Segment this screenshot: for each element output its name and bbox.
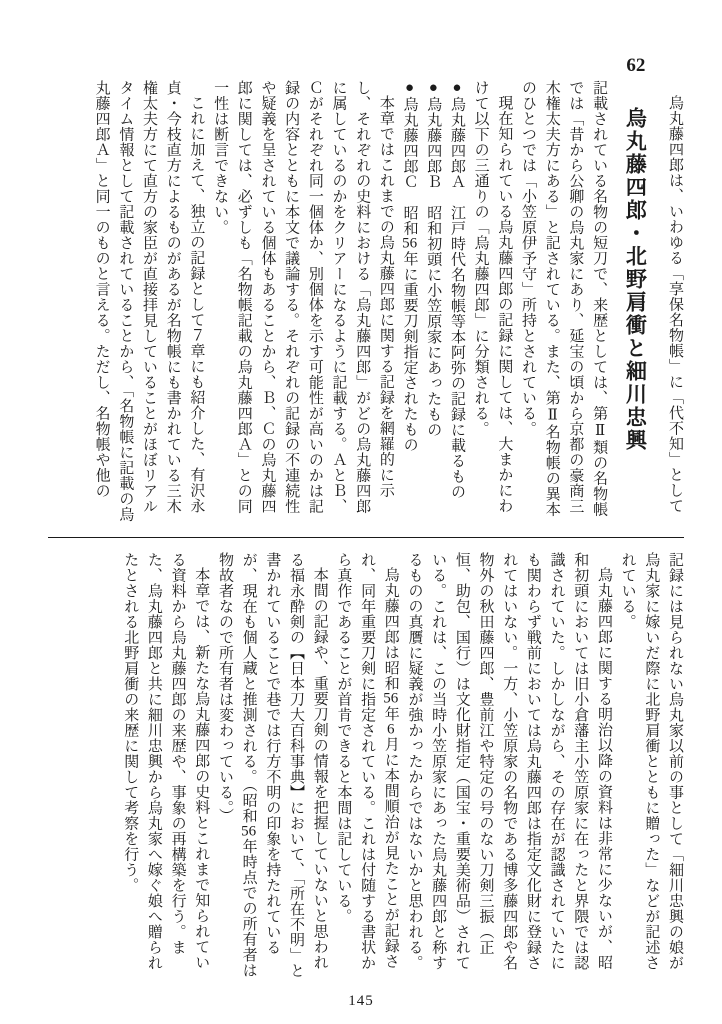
section-divider: [48, 537, 684, 538]
body-paragraph: 烏丸藤四郎は昭和56年6月に本間順治が見たことが記録され、同年重要刀剣に指定されている。これは付随する書状から真作であることが首肯できると本間は記している。: [335, 552, 399, 971]
bottom-section: [38, 552, 686, 984]
chapter-number: 62: [626, 56, 646, 75]
page-number: 145: [348, 993, 374, 1009]
body-paragraph: 記載されている名物の短刀で、来歴としては、第Ⅱ類の名物帳では「昔から公卿の烏丸家にあり、延宝の頃から京都の豪商三木権太夫方にある」と記されている。また、第Ⅱ名物帳の異本のひとつでは「小笠原伊予守」所持とされている。: [520, 80, 608, 517]
body-paragraph: 烏丸藤四郎は、いわゆる「享保名物帳」に「代不知」として: [667, 95, 683, 514]
bullet-item: ●烏丸藤四郎Ａ 江戸時代名物帳等本阿弥の記録に載るもの: [448, 80, 465, 500]
bullet-item: ●烏丸藤四郎Ｃ 昭和56年に重要刀剣指定されたもの: [401, 80, 418, 453]
body-paragraph: 記録には見られない烏丸家以前の事として「細川忠興の娘が烏丸家に嫁いだ際に北野肩衝とともに贈った」などが記述されている。: [619, 552, 683, 971]
body-paragraph: 現在知られている烏丸藤四郎の記録に関しては、大まかにわけて以下の三通りの「烏丸藤四郎」に分類される。: [472, 80, 513, 514]
body-paragraph: 本章ではこれまでの烏丸藤四郎に関する記録を網羅的に示し、それぞれの史料における「烏丸藤四郎」がどの烏丸藤四郎に属しているのかをクリアーになるように記載する。ＡとＢ、Ｃがそれぞれ同一個体か、別個体を示す可能性が高いのかは記録の内容とともに本文で議論する。それぞれの記録の不連続性や疑義を呈されている個体もあることから、Ｂ、Ｃの烏丸藤四郎に関しては、必ずしも「名物帳記載の烏丸藤四郎Ａ」との同一性は断言できない。: [212, 80, 394, 514]
chapter-heading: [622, 56, 648, 528]
bullet-item: ●烏丸藤四郎Ｂ 昭和初頭に小笠原家にあったもの: [425, 80, 442, 438]
body-paragraph: これに加えて、独立の記録として７章にも紹介した、有沢永貞・今枝直方によるものがあるが名物帳にも書かれている三木権太夫方にて直方の家臣が直接拝見していることがほぼリアルタイム情報として記載されていることから、「名物帳に記載の烏丸藤四郎Ａ」と同一のものと言える。ただし、名物帳や他の: [93, 80, 205, 522]
top-section: [38, 56, 686, 528]
body-paragraph: 本間の記録や、重要刀剣の情報を把握していないと思われる福永酔剣の【日本刀大百科事典】において、「所在不明」と書かれていることで巷では行方不明の印象を持たれているが、現在も個人蔵と推測される。（昭和56年時点での所有者は物故者なので所有者は変わっている。）: [216, 552, 328, 979]
chapter-title: 烏丸藤四郎・北野肩衝と細川忠興: [623, 107, 648, 452]
body-paragraph: 烏丸藤四郎に関する明治以降の資料は非常に少ないが、昭和初頭においては旧小倉藩主小笠原家に在ったと界隈では認識されていた。しかしながら、その存在が認識されていたにも関わらず戦前においては烏丸藤四郎は指定文化財に登録されてはいない。一方、小笠原家の名物である博多藤四郎や名物外の秋田藤四郎、豊前江や特定の号のない刀剣三振（正恒、助包、国行）は文化財指定（国宝・重要美術品）されている。これは、この当時小笠原家にあった烏丸藤四郎と称するものの真贋に疑義が強かったからではないかと思われる。: [406, 552, 612, 971]
body-paragraph: 本章では、新たな烏丸藤四郎の史料とこれまで知られている資料から烏丸藤四郎の来歴や、事象の再構築を行う。また、烏丸藤四郎と共に細川忠興から烏丸家へ嫁ぐ娘へ贈られたとされる北野肩衝の来歴に関して考察を行う。: [122, 552, 210, 971]
